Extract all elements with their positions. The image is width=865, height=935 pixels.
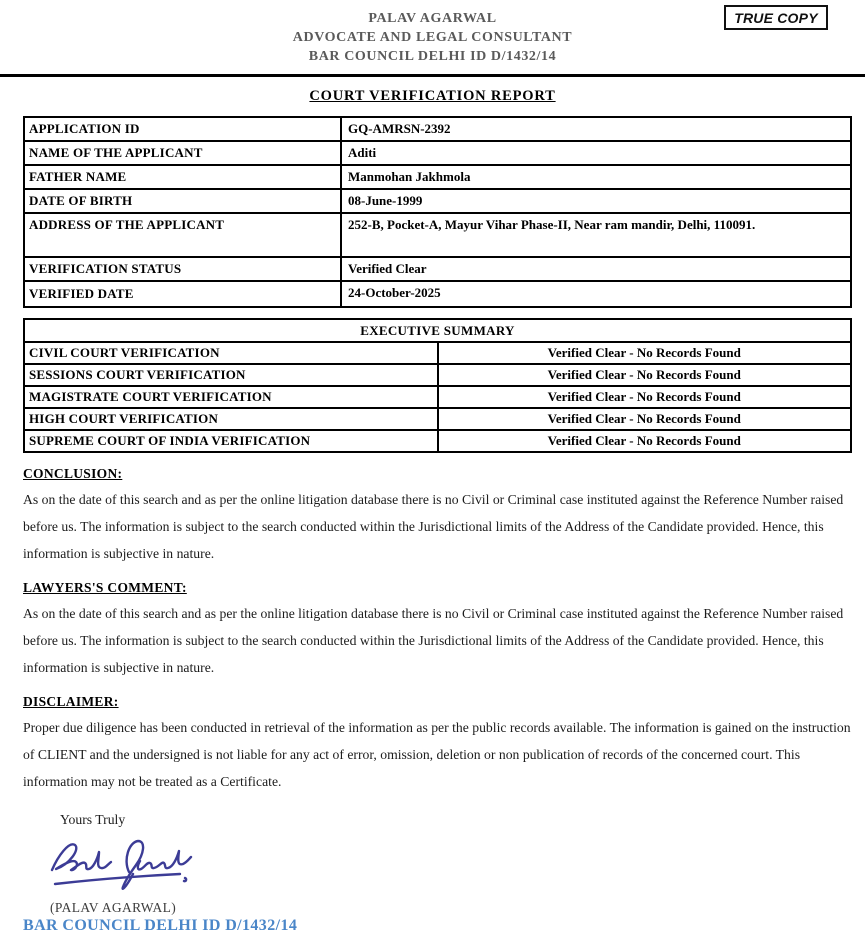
row-label: APPLICATION ID	[24, 117, 341, 141]
lawyers-comment-heading: LAWYERS'S COMMENT:	[23, 580, 187, 595]
table-row	[24, 364, 851, 386]
table-row	[24, 342, 851, 364]
table-row	[24, 281, 851, 307]
summary-header: EXECUTIVE SUMMARY	[24, 319, 851, 342]
letterhead-bar-council-id: BAR COUNCIL DELHI ID D/1432/14	[308, 49, 557, 64]
row-value: Aditi	[341, 141, 851, 165]
lawyers-comment-section	[23, 580, 852, 681]
applicant-details-table	[23, 116, 852, 308]
row-label: CIVIL COURT VERIFICATION	[24, 342, 438, 364]
row-value: Verified Clear - No Records Found	[438, 386, 852, 408]
summary-header-row	[24, 319, 851, 342]
true-copy-stamp: TRUE COPY	[724, 5, 828, 30]
row-value: Manmohan Jakhmola	[341, 165, 851, 189]
conclusion-body: As on the date of this search and as per the online litigation database there is no Civil or Criminal case instituted against the Reference Number raised before us. The information is subject to the search conducted within the Jurisdictional limits of the Address of the Candidate provided. Hence, this information is subjective in nature.	[23, 492, 844, 561]
lawyers-comment-body: As on the date of this search and as per the online litigation database there is no Civil or Criminal case instituted against the Reference Number raised before us. The information is subject to the search conducted within the Jurisdictional limits of the Address of the Candidate provided. Hence, this information is subjective in nature.	[23, 606, 844, 675]
table-row	[24, 213, 851, 257]
table-row	[24, 141, 851, 165]
row-label: MAGISTRATE COURT VERIFICATION	[24, 386, 438, 408]
conclusion-section	[23, 466, 852, 567]
disclaimer-section	[23, 694, 852, 795]
header-divider-rule	[0, 74, 865, 77]
row-value: Verified Clear - No Records Found	[438, 342, 852, 364]
bar-council-id-line: BAR COUNCIL DELHI ID D/1432/14	[23, 917, 298, 934]
row-value: 24-October-2025	[341, 281, 851, 307]
row-label: VERIFIED DATE	[24, 281, 341, 307]
row-value: 252-B, Pocket-A, Mayur Vihar Phase-II, Near ram mandir, Delhi, 110091.	[341, 213, 851, 257]
table-row	[24, 165, 851, 189]
row-label: VERIFICATION STATUS	[24, 257, 341, 281]
handwritten-signature-image	[45, 834, 220, 898]
signer-name: (PALAV AGARWAL)	[50, 900, 177, 915]
row-value: Verified Clear	[341, 257, 851, 281]
row-label: ADDRESS OF THE APPLICANT	[24, 213, 341, 257]
row-label: DATE OF BIRTH	[24, 189, 341, 213]
letterhead-designation: ADVOCATE AND LEGAL CONSULTANT	[292, 30, 573, 45]
table-row	[24, 386, 851, 408]
signature	[45, 834, 865, 898]
yours-truly-text: Yours Truly	[60, 812, 126, 827]
disclaimer-heading: DISCLAIMER:	[23, 694, 119, 709]
row-label: NAME OF THE APPLICANT	[24, 141, 341, 165]
row-label: HIGH COURT VERIFICATION	[24, 408, 438, 430]
disclaimer-body: Proper due diligence has been conducted in retrieval of the information as per the public records available. The information is gained on the instruction of CLIENT and the undersigned is not liable for any act of error, omission, deletion or non publication of records of the concerned court. This information may not be treated as a Certificate.	[23, 720, 851, 789]
row-value: 08-June-1999	[341, 189, 851, 213]
table-row	[24, 189, 851, 213]
table-row	[24, 117, 851, 141]
row-value: GQ-AMRSN-2392	[341, 117, 851, 141]
conclusion-heading: CONCLUSION:	[23, 466, 123, 481]
letterhead-name: PALAV AGARWAL	[368, 11, 497, 26]
row-label: SESSIONS COURT VERIFICATION	[24, 364, 438, 386]
table-row	[24, 257, 851, 281]
row-label: FATHER NAME	[24, 165, 341, 189]
table-row	[24, 408, 851, 430]
page-title: COURT VERIFICATION REPORT	[309, 88, 556, 104]
executive-summary-table	[23, 318, 852, 453]
row-label: SUPREME COURT OF INDIA VERIFICATION	[24, 430, 438, 452]
table-row	[24, 430, 851, 452]
row-value: Verified Clear - No Records Found	[438, 364, 852, 386]
row-value: Verified Clear - No Records Found	[438, 430, 852, 452]
row-value: Verified Clear - No Records Found	[438, 408, 852, 430]
